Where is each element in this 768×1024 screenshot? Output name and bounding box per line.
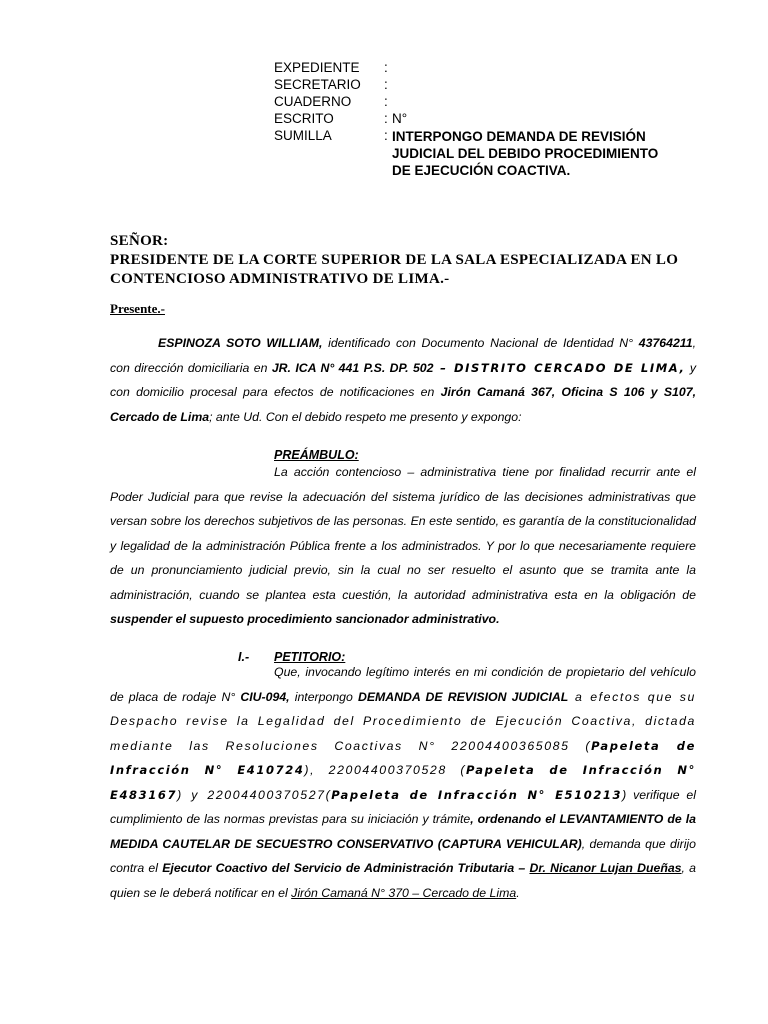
cuaderno-label: CUADERNO bbox=[274, 94, 352, 109]
home-district: – DISTRITO CERCADO DE LIMA, bbox=[433, 360, 686, 375]
petitorio-text-7: , demanda que dirijo contra el bbox=[110, 836, 696, 875]
expediente-row bbox=[274, 59, 677, 76]
intro-paragraph bbox=[110, 331, 696, 429]
colon: : bbox=[384, 94, 388, 109]
preambulo-heading: PREÁMBULO: bbox=[274, 448, 359, 462]
petitorio-text-4: ), 22004400370528 ( bbox=[304, 763, 467, 777]
petitorio-number: I.- bbox=[238, 650, 250, 664]
notification-address: Jirón Camaná N° 370 – Cercado de Lima bbox=[291, 885, 517, 900]
petitorio-text-1: Que, invocando legítimo interés en mi condición de propietario del vehículo de placa de rodaje N° bbox=[110, 665, 696, 704]
secretario-label: SECRETARIO bbox=[274, 77, 361, 92]
escrito-value: N° bbox=[392, 111, 408, 126]
escrito-row bbox=[274, 110, 677, 127]
demanda-label: DEMANDA DE REVISION JUDICIAL bbox=[357, 689, 569, 704]
papeleta-2: Papeleta de Infracción N° E483167 bbox=[110, 763, 696, 802]
ejecutor-coactivo: Ejecutor Coactivo del Servicio de Administración Tributaria – bbox=[162, 861, 530, 875]
secretario-row bbox=[274, 76, 677, 93]
ejecutor-nombre: Dr. Nicanor Lujan Dueñas bbox=[529, 861, 682, 875]
preambulo-text: La acción contencioso – administrativa tiene por finalidad recurrir ante el Poder Judicial para que revise la adecuación del sistema jurídico de las decisiones administrativas que versan sobre los derechos subjetivos de las personas. En este sentido, es garantía de la constitucionalidad y legalidad de la administración Pública frente a los administrados. Y por lo que necesariamente requiere de un pronunciamiento judicial previo, sin la cual no ser resuelto el asunto que se tramita ante la administración, cuando se plantea esta cuestión, la autoridad administrativa esta en la obligación de bbox=[110, 465, 696, 602]
cuaderno-row bbox=[274, 93, 677, 110]
colon: : bbox=[384, 111, 388, 126]
sumilla-value: INTERPONGO DEMANDA DE REVISIÓN JUDICIAL DEL DEBIDO PROCEDIMIENTO DE EJECUCIÓN COACTIVA. bbox=[392, 129, 659, 178]
procedural-address: Jirón Camaná 367, Oficina S 106 y S107, Cercado de Lima bbox=[110, 385, 696, 424]
petitorio-text-2: interpongo bbox=[289, 689, 358, 704]
presente-label: Presente.- bbox=[110, 301, 165, 316]
preambulo-bold-end: suspender el supuesto procedimiento sancionador administrativo. bbox=[110, 612, 500, 626]
preambulo-paragraph bbox=[110, 460, 696, 632]
ordenando-text: , ordenando el LEVANTAMIENTO de la MEDIDA CAUTELAR DE SECUESTRO CONSERVATIVO (CAPTURA VEHICULAR) bbox=[110, 812, 696, 851]
sumilla-row bbox=[274, 127, 677, 179]
addressee-salutation: SEÑOR: bbox=[110, 233, 169, 249]
vehicle-plate: CIU-094, bbox=[240, 689, 290, 704]
dni-number: 43764211 bbox=[638, 336, 693, 350]
petitorio-text-6: ) verifique el cumplimiento de las normas previstas para su iniciación y trámite bbox=[110, 787, 696, 826]
escrito-label: ESCRITO bbox=[274, 111, 334, 126]
petitioner-name: ESPINOZA SOTO WILLIAM, bbox=[158, 336, 323, 350]
addressee bbox=[110, 232, 710, 289]
intro-text-3: y con domicilio procesal para efectos de notificaciones en bbox=[110, 360, 696, 399]
intro-text-1: identificado con Documento Nacional de Identidad N° bbox=[322, 336, 639, 350]
sumilla-label: SUMILLA bbox=[274, 128, 332, 143]
colon: : bbox=[384, 128, 388, 143]
petitorio-paragraph bbox=[110, 660, 696, 905]
petitorio-text-3: a efectos que su Despacho revise la Legalidad del Procedimiento de Ejecución Coactiva, dictada mediante las Resoluciones Coactivas N° 22004400365085 ( bbox=[110, 689, 696, 753]
petitorio-text-9: . bbox=[516, 885, 520, 900]
addressee-title: PRESIDENTE DE LA CORTE SUPERIOR DE LA SALA ESPECIALIZADA EN LO CONTENCIOSO ADMINISTRATIVO DE LIMA.- bbox=[110, 252, 679, 287]
papeleta-3: Papeleta de Infracción N° E510213 bbox=[331, 787, 623, 802]
intro-text-2: , con dirección domiciliaria en bbox=[110, 336, 696, 375]
petitorio-heading: PETITORIO: bbox=[274, 650, 346, 664]
colon: : bbox=[384, 60, 388, 75]
case-header bbox=[274, 59, 677, 179]
expediente-label: EXPEDIENTE bbox=[274, 60, 360, 75]
papeleta-1: Papeleta de Infracción N° E410724 bbox=[110, 738, 696, 777]
colon: : bbox=[384, 77, 388, 92]
petitorio-text-5: ) y 22004400370527( bbox=[177, 787, 332, 802]
intro-text-4: ; ante Ud. Con el debido respeto me presento y expongo: bbox=[209, 409, 522, 424]
home-address: JR. ICA N° 441 P.S. DP. 502 bbox=[271, 360, 434, 375]
petitorio-text-8: , a quien se le deberá notificar en el bbox=[110, 861, 696, 900]
